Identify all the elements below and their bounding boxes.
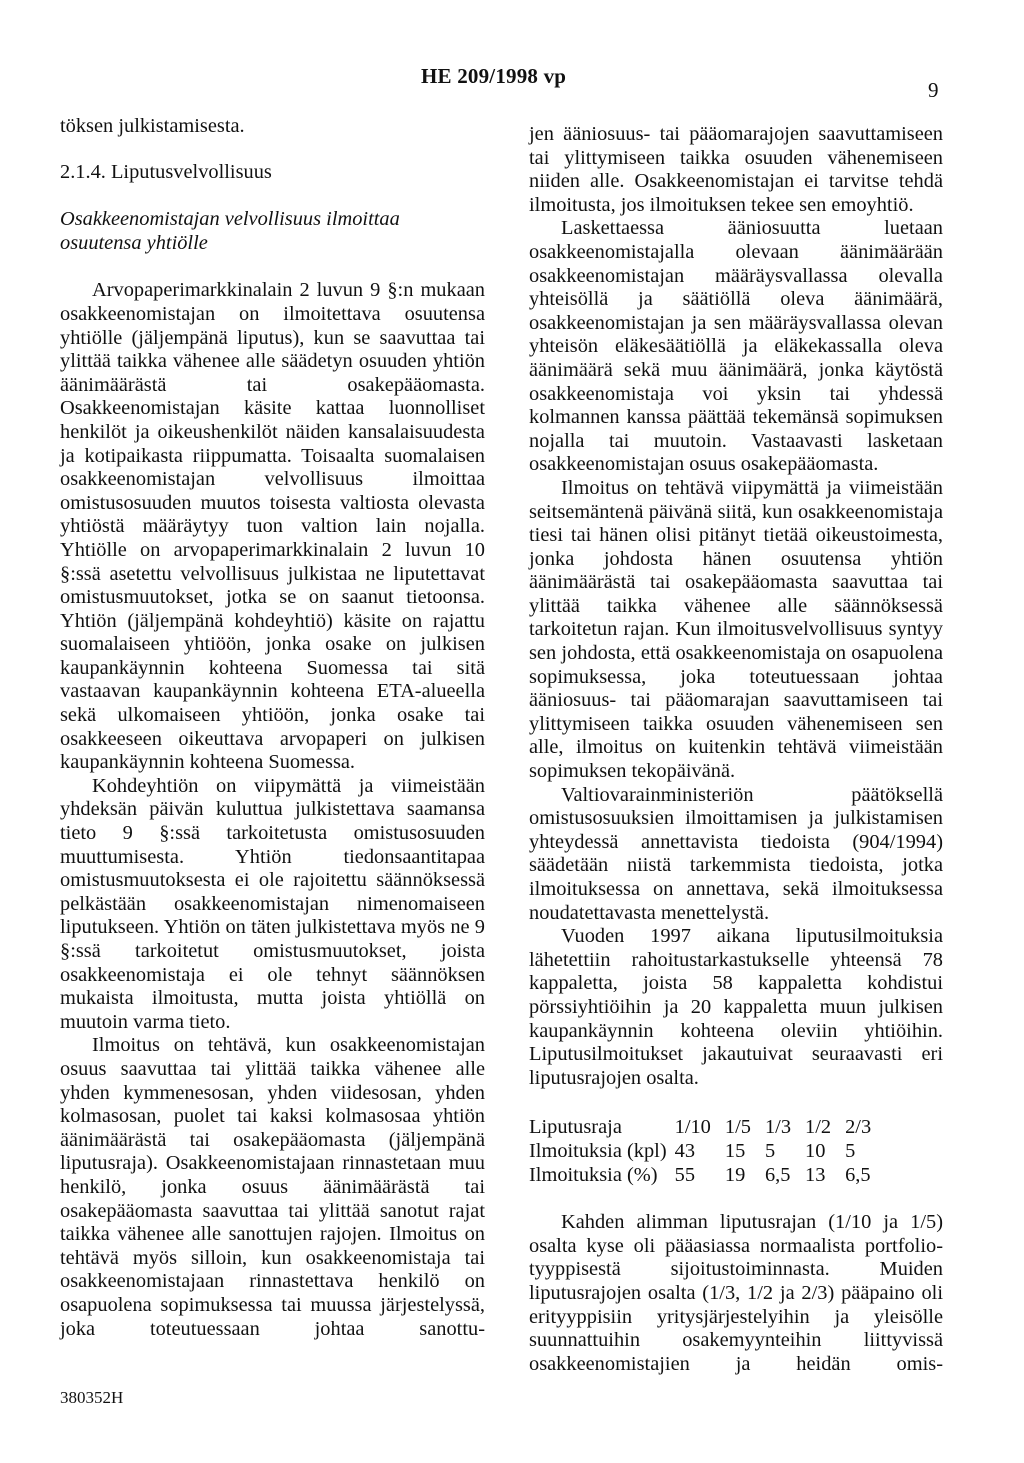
table-row <box>529 1164 885 1188</box>
table-cell: 43 <box>674 1139 696 1162</box>
table-cell: 1/5 <box>724 1116 751 1139</box>
table-cell: 55 <box>674 1163 696 1186</box>
table-cell: 15 <box>724 1139 746 1162</box>
flagging-statistics-table <box>529 1116 885 1187</box>
section-heading: 2.1.4. Liputusvelvollisuus <box>60 160 272 183</box>
table-cell: 1/3 <box>764 1116 792 1139</box>
table-row <box>529 1140 885 1164</box>
table-cell: 5 <box>764 1139 776 1162</box>
body-paragraph: Ilmoitus on tehtävä viipymättä ja viimeistään seitsemäntenä päivänä siitä, kun osakkeenomistaja tiesi tai hänen olisi pitänyt tietää oikeustoimesta, jonka johdosta hänen osuutensa yhtiön äänimäärästä tai osakepääomasta saavuttaa tai ylittää taikka vähenee alle säännöksessä tarkoitetun rajan. Kun ilmoitusvelvollisuus syntyy sen johdosta, että osakkeenomistaja on osapuolena sopimuksessa, joka toteutuessaan johtaa ääniosuus- tai pääomarajan saavuttamiseen tai ylittymiseen taikka osuuden vähenemiseen sen alle, ilmoitus on kuitenkin tehtävä viimeistään sopimuksen tekopäivänä. <box>529 476 943 783</box>
left-column <box>60 115 485 1341</box>
body-paragraph: Ilmoitus on tehtävä, kun osakkeenomistajan osuus saavuttaa tai ylittää taikka vähenee alle yhden kymmenesosan, yhden viidesosan, yhden kolmasosan, puolet tai kaksi kolmasosaa yhtiön äänimäärästä tai osakepääomasta (jäljempänä liputusraja). Osakkeenomistajaan rinnastetaan muu henkilö, jonka osuus äänimäärästä tai osakepääomasta saavuttaa tai ylittää sanotut rajat taikka vähenee alle sanottujen rajojen. Ilmoitus on tehtävä myös silloin, kun osakkeenomistaja tai osakkeenomistajaan rinnastettava henkilö on osapuolena sopimuksessa tai muussa järjestelyssä, joka toteutuessaan johtaa sanottu- <box>60 1034 485 1340</box>
body-paragraph: Laskettaessa ääniosuutta luetaan osakkeenomistajalla olevaan äänimäärään osakkeenomistajan määräysvallassa olevalla yhteisöllä ja säätiöllä oleva äänimäärä, osakkeenomistajan ja sen määräysvallassa olevan yhteisön eläkesäätiöllä ja eläkekassalla oleva äänimäärä sekä muu äänimäärä, jonka käytöstä osakkeenomistaja voi yksin tai yhdessä kolmannen kanssa päättää tekemänsä sopimuksen nojalla tai muutoin. Vastaavasti lasketaan osakkeenomistajan osuus osakepääomasta. <box>529 217 943 476</box>
right-column <box>529 123 943 1376</box>
table-cell: 6,5 <box>845 1163 871 1186</box>
table-cell: Liputusraja <box>529 1116 622 1139</box>
body-paragraph: Arvopaperimarkkinalain 2 luvun 9 §:n mukaan osakkeenomistajan on ilmoitettava osuutensa yhtiölle (jäljempänä liputus), kun se saavuttaa tai ylittää taikka vähenee alle säädetyn osuuden yhtiön äänimäärästä tai osakepääomasta. Osakkeenomistajan käsite kattaa luonnolliset henkilöt ja oikeushenkilöt näiden kansalaisuudesta ja kotipaikasta riippumatta. Toisaalta suomalaisen osakkeenomistajan velvollisuus ilmoittaa omistusosuuden muutos toisesta valtiosta olevasta yhtiöstä määräytyy tuon valtion lain nojalla. Yhtiölle on arvopaperimarkkinalain 2 luvun 10 §:ssä asetettu velvollisuus julkistaa ne liputettavat omistusmuutokset, jotka se on saanut tietoonsa. Yhtiön (jäljempänä kohdeyhtiö) käsite on rajattu suomalaiseen yhtiöön, jonka osake on julkisen kaupankäynnin kohteena Suomessa tai sitä vastaavan kaupankäynnin kohteena ETA-alueella sekä ulkomaiseen yhtiöön, jonka osake tai osakkeeseen oikeuttava arvopaperi on julkisen kaupankäynnin kohteena Suomessa. <box>60 279 485 774</box>
table-cell: Ilmoituksia (kpl) <box>529 1139 667 1162</box>
body-paragraph: jen ääniosuus- tai pääomarajojen saavuttamiseen tai ylittymiseen taikka osuuden vähenemiseen niiden alle. Osakkeenomistajan ei tarvitse tehdä ilmoitusta, jos ilmoituksen tekee sen emoyhtiö. <box>529 123 943 216</box>
table-cell: 13 <box>805 1163 826 1186</box>
table-cell: 1/10 <box>674 1116 711 1139</box>
body-paragraph: Kohdeyhtiön on viipymättä ja viimeistään yhdeksän päivän kuluttua julkistettava saamansa tieto 9 §:ssä tarkoitetusta omistusosuuden muuttumisesta. Yhtiön tiedonsaantitapaa omistusmuutoksesta ei ole rajoitettu säännöksessä pelkästään osakkeenomistajan nimenomaiseen liputukseen. Yhtiön on täten julkistettava myös ne 9 §:ssä tarkoitetut omistusmuutokset, joista osakkeenomistaja ei ole tehnyt säännöksen mukaista ilmoitusta, mutta joista yhtiöllä on muutoin varma tieto. <box>60 774 485 1033</box>
table-row <box>529 1116 885 1140</box>
table-cell: 6,5 <box>764 1163 791 1186</box>
table-cell: Ilmoituksia (%) <box>529 1163 658 1186</box>
body-paragraph: Kahden alimman liputusrajan (1/10 ja 1/5) osalta kyse oli pääasiassa normaalista portfolio-tyyppisestä sijoitustoiminnasta. Muiden liputusrajojen osalta (1/3, 1/2 ja 2/3) pääpaino oli erityyppisiin yritysjärjestelyihin ja yleisölle suunnattuihin osakemyynteihin liittyvissä osakkeenomistajien ja heidän omis- <box>529 1211 943 1375</box>
body-paragraph: Vuoden 1997 aikana liputusilmoituksia lähetettiin rahoitustarkastukselle yhteensä 78 kappaletta, joista 58 kappaletta kohdistui pörssiyhtiöihin ja 20 kappaletta muun julkisen kaupankäynnin kohteena oleviin yhtiöihin. Liputusilmoitukset jakautuivat seuraavasti eri liputusrajojen osalta. <box>529 925 943 1089</box>
document-code: 380352H <box>60 1388 124 1407</box>
table-cell: 19 <box>724 1163 746 1186</box>
table-cell: 5 <box>845 1139 856 1162</box>
page-number: 9 <box>928 78 939 102</box>
page-header <box>0 64 1024 102</box>
table-cell: 10 <box>805 1139 826 1162</box>
continuation-text: töksen julkistamisesta. <box>60 115 245 137</box>
running-head: HE 209/1998 vp <box>421 64 567 88</box>
table-cell: 2/3 <box>845 1116 872 1139</box>
table-cell: 1/2 <box>805 1116 832 1139</box>
subsection-heading: Osakkeenomistajan velvollisuus ilmoittaa osuutensa yhtiölle <box>60 208 400 254</box>
body-paragraph: Valtiovarainministeriön päätöksellä omistusosuuksien ilmoittamisen ja julkistamisen yhteydessä annettavista tiedoista (904/1994) säädetään niistä tarkemmista tiedoista, jotka ilmoituksessa on annettava, sekä ilmoituksessa noudatettavasta menettelystä. <box>529 783 943 924</box>
